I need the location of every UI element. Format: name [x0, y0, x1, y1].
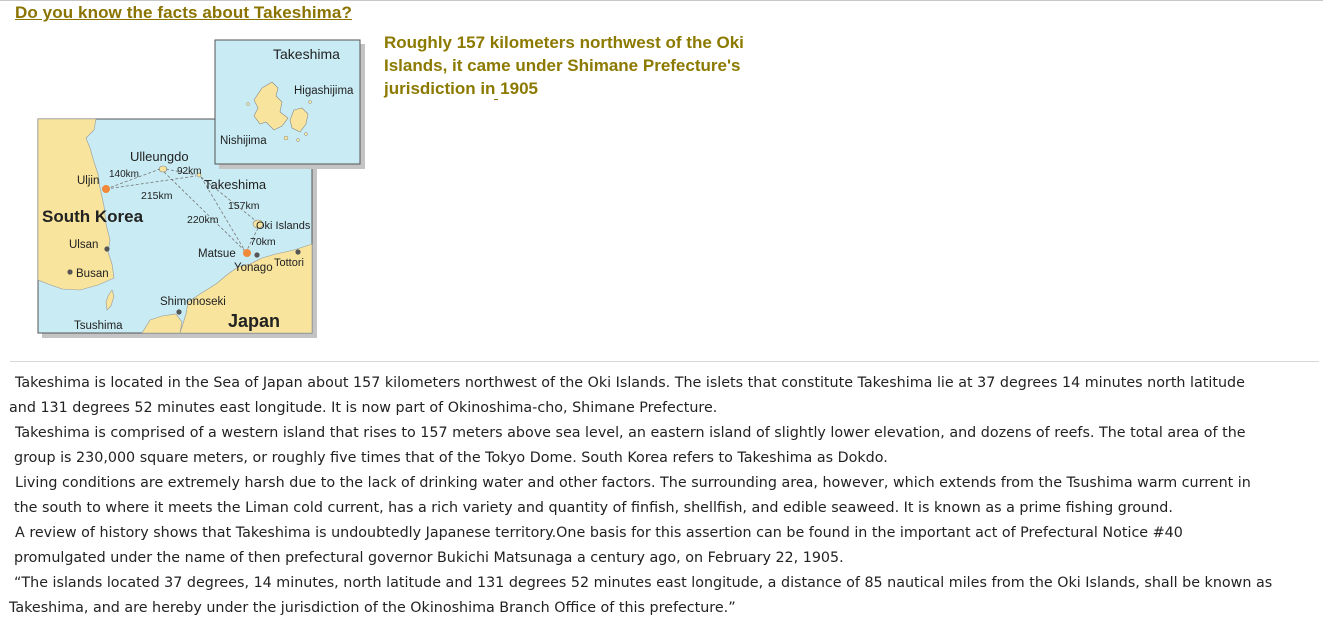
ulleungdo-label: Ulleungdo [130, 149, 189, 164]
yonago-city-dot [254, 252, 259, 257]
article-body [9, 371, 1321, 621]
takeshima-map-label: Takeshima [204, 177, 267, 192]
uljin-label: Uljin [77, 175, 100, 187]
distance-157-label: 157km [228, 200, 260, 212]
busan-label: Busan [76, 268, 109, 280]
paragraph-line: “The islands located 37 degrees, 14 minutes, north latitude and 131 degrees 52 minutes east longitude, a distance of 85 nautical miles from the Oki Islands, shall be known as [14, 575, 1273, 591]
tottori-label: Tottori [274, 257, 304, 269]
summary-mark [494, 99, 498, 100]
tottori-city-dot [295, 249, 300, 254]
uljin-city-dot [102, 185, 110, 193]
paragraph-line: A review of history shows that Takeshima is undoubtedly Japanese territory.One basis for this assertion can be found in the important act of Prefectural Notice #40 [15, 525, 1183, 541]
oki-islands-label: Oki Islands [256, 220, 311, 232]
ulsan-city-dot [104, 246, 109, 251]
inset-map [215, 40, 360, 164]
top-divider [0, 0, 1323, 1]
matsue-city-dot [243, 249, 251, 257]
yonago-label: Yonago [234, 262, 273, 274]
inset-takeshima-label: Takeshima [273, 46, 340, 62]
distance-92-label: 92km [177, 166, 202, 177]
south-korea-label: South Korea [42, 207, 144, 226]
page-title[interactable]: Do you know the facts about Takeshima? [15, 3, 352, 22]
paragraph-line: promulgated under the name of then prefectural governor Bukichi Matsunaga a century ago, on February 22, 1905. [14, 550, 844, 566]
section-divider [10, 361, 1319, 362]
summary-text: Roughly 157 kilometers northwest of the Oki Islands, it came under Shimane Prefecture's jurisdiction in 1905 [384, 33, 744, 98]
busan-city-dot [67, 269, 72, 274]
summary-block [384, 31, 744, 100]
paragraph-history [9, 521, 1321, 571]
shimonoseki-city-dot [176, 309, 181, 314]
takeshima-location-map [36, 38, 368, 340]
paragraph-notice-quote [9, 571, 1321, 621]
distance-70-label: 70km [250, 236, 276, 248]
paragraph-line: Takeshima is located in the Sea of Japan about 157 kilometers northwest of the Oki Islands. The islets that constitute Takeshima lie at 37 degrees 14 minutes north latitude [15, 375, 1245, 391]
paragraph-line: the south to where it meets the Liman cold current, has a rich variety and quantity of finfish, shellfish, and edible seaweed. It is known as a prime fishing ground. [14, 500, 1173, 516]
paragraph-line: Takeshima is comprised of a western island that rises to 157 meters above sea level, an eastern island of slightly lower elevation, and dozens of reefs. The total area of the [15, 425, 1246, 441]
paragraph-conditions [9, 471, 1321, 521]
distance-220-label: 220km [187, 214, 219, 226]
distance-215-label: 215km [141, 190, 173, 202]
ulleungdo-island [159, 166, 167, 172]
matsue-label: Matsue [198, 248, 236, 260]
shimonoseki-label: Shimonoseki [160, 296, 226, 308]
tsushima-label: Tsushima [74, 320, 123, 332]
ulsan-label: Ulsan [69, 239, 99, 251]
distance-140-label: 140km [109, 169, 140, 180]
japan-label: Japan [228, 311, 281, 331]
paragraph-location [9, 371, 1321, 421]
inset-higashijima-label: Higashijima [294, 85, 354, 97]
paragraph-line: Takeshima, and are hereby under the jurisdiction of the Okinoshima Branch Office of this prefecture.” [9, 600, 736, 616]
paragraph-line: group is 230,000 square meters, or roughly five times that of the Tokyo Dome. South Korea refers to Takeshima as Dokdo. [14, 450, 888, 466]
paragraph-line: and 131 degrees 52 minutes east longitude. It is now part of Okinoshima-cho, Shimane Prefecture. [9, 400, 718, 416]
paragraph-line: Living conditions are extremely harsh due to the lack of drinking water and other factors. The surrounding area, however, which extends from the Tsushima warm current in [15, 475, 1251, 491]
paragraph-geography [9, 421, 1321, 471]
inset-nishijima-label: Nishijima [220, 135, 267, 147]
